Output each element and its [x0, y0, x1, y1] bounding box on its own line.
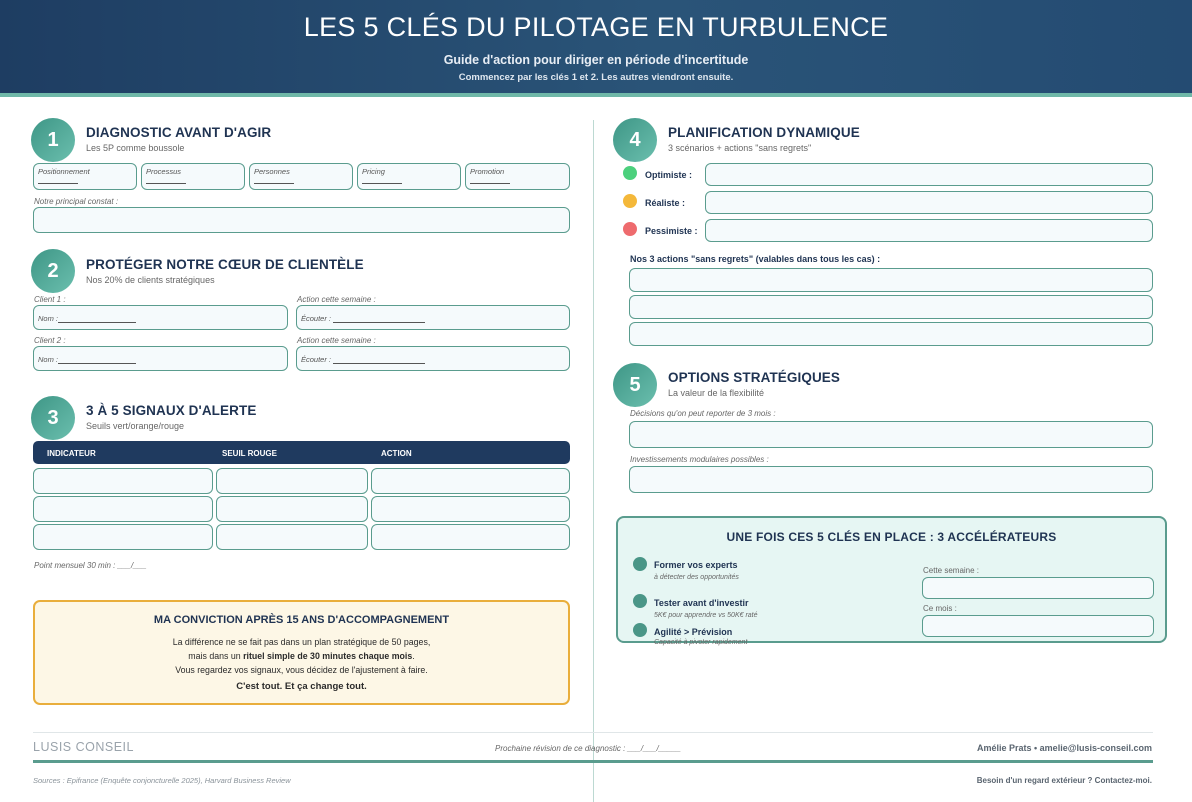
accelerator-title: Former vos experts: [654, 560, 738, 570]
accelerator-bullet-icon: [633, 594, 647, 608]
accelerators-title: UNE FOIS CES 5 CLÉS EN PLACE : 3 ACCÉLÉRATEURS: [726, 530, 1057, 544]
client-1-action-input[interactable]: [296, 305, 570, 330]
key-subtitle: 3 scénarios + actions "sans regrets": [668, 143, 812, 153]
scenario-label: Pessimiste :: [645, 226, 698, 236]
conviction-text: mais dans un: [188, 651, 244, 661]
modular-investments-input[interactable]: [629, 466, 1153, 493]
key-title: PLANIFICATION DYNAMIQUE: [668, 125, 860, 140]
client-2-action-input[interactable]: [296, 346, 570, 371]
green-dot-icon: [623, 166, 637, 180]
accelerator-title: Agilité > Prévision: [654, 627, 733, 637]
monthly-checkpoint: Point mensuel 30 min : ___/___: [34, 561, 147, 570]
page-header: [0, 0, 1192, 93]
optimiste-input[interactable]: [705, 163, 1153, 186]
conviction-line: La différence ne se fait pas dans un plan stratégique de 50 pages,: [172, 637, 431, 647]
p-field-personnes[interactable]: [249, 163, 353, 190]
action-input[interactable]: [371, 496, 570, 522]
client-1-name-input[interactable]: [33, 305, 288, 330]
p-field-positionnement[interactable]: [33, 163, 137, 190]
accelerator-title: Tester avant d'investir: [654, 598, 749, 608]
red-threshold-input[interactable]: [216, 468, 368, 494]
fill-line: [470, 183, 510, 184]
red-threshold-input[interactable]: [216, 496, 368, 522]
header-accent-stripe: [0, 93, 1192, 97]
fill-line: [146, 183, 186, 184]
action-label: Action cette semaine :: [297, 336, 376, 345]
key-number-badge: 3: [31, 396, 75, 440]
accelerator-sub: à détecter des opportunités: [654, 574, 739, 581]
accelerator-sub: 5K€ pour apprendre vs 50K€ raté: [654, 612, 758, 619]
week-label: Cette semaine :: [923, 566, 980, 575]
action-input[interactable]: [371, 524, 570, 550]
key-title: PROTÉGER NOTRE CŒUR DE CLIENTÈLE: [86, 257, 364, 272]
signals-table-header: [33, 441, 570, 464]
key-subtitle: La valeur de la flexibilité: [668, 388, 765, 398]
no-regret-action-input[interactable]: [629, 322, 1153, 346]
key-number-badge: 2: [31, 249, 75, 293]
fill-line: [333, 363, 425, 364]
scenario-label: Réaliste :: [645, 198, 686, 208]
page-subtitle: Guide d'action pour diriger en période d'incertitude: [443, 53, 749, 67]
key-title: 3 À 5 SIGNAUX D'ALERTE: [86, 403, 257, 418]
key-number-badge: 4: [613, 118, 657, 162]
accelerators-box: [616, 516, 1167, 646]
options-label: Décisions qu'on peut reporter de 3 mois :: [630, 409, 776, 418]
name-label: Nom :: [38, 355, 59, 364]
listen-label: Écouter :: [301, 355, 332, 364]
page-title: LES 5 CLÉS DU PILOTAGE EN TURBULENCE: [303, 12, 889, 42]
no-regret-actions-label: Nos 3 actions "sans regrets" (valables dans tous les cas) :: [630, 254, 881, 264]
p-label: Processus: [146, 167, 182, 176]
key-title: OPTIONS STRATÉGIQUES: [668, 370, 841, 385]
footer-divider: [33, 732, 1153, 733]
this-week-input[interactable]: [922, 577, 1154, 599]
no-regret-action-input[interactable]: [629, 268, 1153, 292]
footer-accent-line: [33, 760, 1153, 763]
p-field-processus[interactable]: [141, 163, 245, 190]
fill-line: [58, 322, 136, 323]
page-note: Commencez par les clés 1 et 2. Les autres viendront ensuite.: [458, 72, 734, 83]
conviction-line: [35, 652, 568, 661]
accelerator-sub: Capacité à pivoter rapidement: [654, 639, 748, 646]
conviction-emphasis: rituel simple de 30 minutes chaque mois: [243, 651, 413, 661]
key-number-badge: 5: [613, 363, 657, 407]
column-divider: [593, 120, 594, 802]
action-input[interactable]: [371, 468, 570, 494]
realiste-input[interactable]: [705, 191, 1153, 214]
column-header: INDICATEUR: [47, 449, 96, 458]
month-label: Ce mois :: [923, 604, 957, 613]
sources-note: Sources : Epifrance (Enquête conjoncturelle 2025), Harvard Business Review: [33, 776, 291, 785]
no-regret-action-input[interactable]: [629, 295, 1153, 319]
action-label: Action cette semaine :: [297, 295, 376, 304]
contact-info: Amélie Prats • amelie@lusis-conseil.com: [977, 743, 1152, 753]
accelerator-bullet-icon: [633, 623, 647, 637]
p-label: Pricing: [362, 167, 385, 176]
indicator-input[interactable]: [33, 468, 213, 494]
next-revision-date: Prochaine révision de ce diagnostic : ___/___/_____: [495, 744, 681, 753]
conviction-title: MA CONVICTION APRÈS 15 ANS D'ACCOMPAGNEMENT: [153, 614, 450, 626]
client-label: Client 1 :: [34, 295, 66, 304]
constat-input[interactable]: [33, 207, 570, 233]
indicator-input[interactable]: [33, 496, 213, 522]
fill-line: [58, 363, 136, 364]
fill-line: [362, 183, 402, 184]
orange-dot-icon: [623, 194, 637, 208]
p-field-promotion[interactable]: [465, 163, 570, 190]
key-subtitle: Seuils vert/orange/rouge: [86, 421, 185, 431]
scenario-label: Optimiste :: [645, 170, 693, 180]
accelerator-bullet-icon: [633, 557, 647, 571]
p-label: Promotion: [470, 167, 505, 176]
p-label: Personnes: [254, 167, 290, 176]
this-month-input[interactable]: [922, 615, 1154, 637]
name-label: Nom :: [38, 314, 59, 323]
conviction-final: C'est tout. Et ça change tout.: [236, 681, 367, 692]
indicator-input[interactable]: [33, 524, 213, 550]
fill-line: [333, 322, 425, 323]
column-header: SEUIL ROUGE: [222, 449, 277, 458]
key-subtitle: Les 5P comme boussole: [86, 143, 185, 153]
brand-name: LUSIS CONSEIL: [33, 740, 134, 754]
red-threshold-input[interactable]: [216, 524, 368, 550]
p-field-pricing[interactable]: [357, 163, 461, 190]
fill-line: [38, 183, 78, 184]
deferrable-decisions-input[interactable]: [629, 421, 1153, 448]
column-header: ACTION: [381, 449, 412, 458]
conviction-line: Vous regardez vos signaux, vous décidez de l'ajustement à faire.: [175, 665, 428, 675]
red-dot-icon: [623, 222, 637, 236]
key-subtitle: Nos 20% de clients stratégiques: [86, 275, 215, 285]
conviction-text: .: [412, 651, 415, 661]
listen-label: Écouter :: [301, 314, 332, 323]
client-2-name-input[interactable]: [33, 346, 288, 371]
key-title: DIAGNOSTIC AVANT D'AGIR: [86, 125, 272, 140]
pessimiste-input[interactable]: [705, 219, 1153, 242]
p-label: Positionnement: [38, 167, 90, 176]
fill-line: [254, 183, 294, 184]
conviction-box: [33, 600, 570, 705]
client-label: Client 2 :: [34, 336, 66, 345]
options-label: Investissements modulaires possibles :: [630, 455, 769, 464]
constat-label: Notre principal constat :: [34, 197, 119, 206]
contact-cta: Besoin d'un regard extérieur ? Contactez-moi.: [976, 776, 1152, 785]
key-number-badge: 1: [31, 118, 75, 162]
